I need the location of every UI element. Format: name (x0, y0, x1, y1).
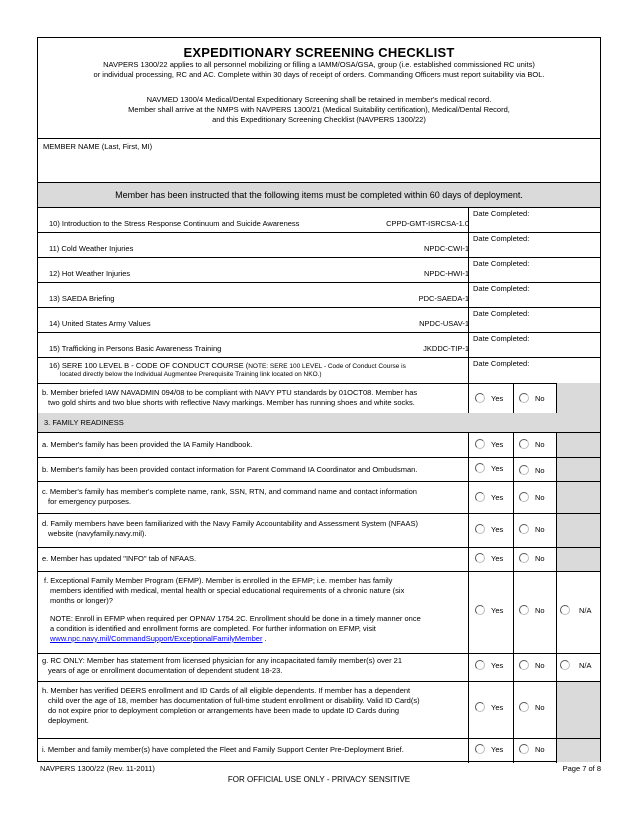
question-line: for emergency purposes. (48, 497, 131, 506)
question-d (42, 519, 468, 539)
question-f (42, 576, 468, 644)
question-line: f. Exceptional Family Member Program (EFMP). Member is enrolled in the EFMP; i.e. member has family (44, 576, 393, 585)
radio-circle-icon (475, 605, 485, 615)
yes-label: Yes (491, 393, 504, 403)
deployment-banner: Member has been instructed that the following items must be completed within 60 days of deployment. (38, 183, 600, 207)
radio-circle-icon (475, 492, 485, 502)
question-line: website (navyfamily.navy.mil). (48, 529, 147, 538)
column-divider (556, 383, 557, 413)
course-title: 10) Introduction to the Stress Response Continuum and Suicide Awareness (49, 219, 300, 228)
radio-circle-icon (519, 524, 529, 534)
intro-line-2: or individual processing, RC and AC. Complete within 30 days of receipt of orders. Commanding Officers must report suitability via BOL. (93, 70, 545, 79)
yes-radio[interactable] (475, 393, 503, 403)
radio-circle-icon (475, 702, 485, 712)
no-radio[interactable] (519, 744, 545, 754)
form-header (38, 38, 600, 139)
no-radio[interactable] (519, 702, 545, 712)
divider (38, 457, 600, 458)
shaded-cell (557, 482, 600, 513)
question-line: months or longer)? (50, 596, 113, 605)
no-label: No (535, 660, 545, 670)
yes-radio[interactable] (475, 524, 503, 534)
family-readiness-heading: 3. FAMILY READINESS (38, 413, 600, 432)
note-text: SERE 100 LEVEL - Code of Conduct Course is (269, 363, 406, 370)
no-label: No (535, 439, 545, 449)
course-code: PDC-SAEDA-1 (418, 294, 469, 303)
yes-radio[interactable] (475, 553, 503, 563)
question-line: deployment. (48, 716, 89, 725)
course-code: NPDC-USAV-1 (419, 319, 469, 328)
shaded-cell (557, 514, 600, 547)
no-label: No (535, 524, 545, 534)
yes-radio[interactable] (475, 605, 503, 615)
question-line: b. Member briefed IAW NAVADMIN 094/08 to be compliant with NAVY PTU standards by 01OCT08. Member has (42, 388, 418, 397)
date-completed-field[interactable]: Date Completed: (473, 234, 530, 243)
question-a: a. Member's family has been provided the IA Family Handbook. (42, 440, 253, 449)
date-completed-field[interactable]: Date Completed: (473, 259, 530, 268)
no-radio[interactable] (519, 553, 545, 563)
shaded-cell (557, 548, 600, 571)
na-label: N/A (579, 605, 592, 615)
radio-circle-icon (519, 393, 529, 403)
link-suffix: . (262, 634, 267, 643)
na-radio[interactable] (560, 605, 592, 615)
yes-radio[interactable] (475, 439, 503, 449)
divider (38, 571, 600, 572)
radio-circle-icon (519, 553, 529, 563)
course-title: 12) Hot Weather Injuries (49, 269, 131, 278)
radio-circle-icon (475, 660, 485, 670)
radio-circle-icon (475, 524, 485, 534)
radio-circle-icon (519, 492, 529, 502)
course-code: NPDC-HWI-1 (424, 269, 469, 278)
no-radio[interactable] (519, 439, 545, 449)
note-line (42, 634, 468, 644)
column-divider (468, 383, 469, 413)
privacy-notice: FOR OFFICIAL USE ONLY - PRIVACY SENSITIVE (227, 775, 411, 784)
radio-circle-icon (519, 702, 529, 712)
course-row (38, 232, 600, 257)
radio-circle-icon (519, 744, 529, 754)
radio-circle-icon (475, 439, 485, 449)
yes-label: Yes (491, 524, 504, 534)
question-line: two gold shirts and two blue shorts with reflective Navy markings. Member has running shoes and white socks. (48, 398, 415, 407)
date-completed-field[interactable]: Date Completed: (473, 284, 530, 293)
course-row (38, 307, 600, 332)
no-label: No (535, 465, 545, 475)
divider (38, 738, 600, 739)
radio-circle-icon (475, 463, 485, 473)
question-g (42, 656, 468, 676)
divider (38, 513, 600, 514)
radio-circle-icon (475, 393, 485, 403)
yes-label: Yes (491, 492, 504, 502)
intro-text (38, 60, 600, 80)
question-line: child over the age of 18, member has documentation of full-time student enrollment or disability. Valid ID Card(s) (48, 696, 420, 705)
course-row (38, 357, 600, 383)
date-completed-field[interactable]: Date Completed: (473, 309, 530, 318)
course-row (38, 282, 600, 307)
divider (38, 432, 600, 433)
navmed-line-1: NAVMED 1300/4 Medical/Dental Expeditionary Screening shall be retained in member's medical record. (146, 95, 492, 104)
course-16-line-2: located directly below the Individual Augmentee Prerequisite Training link located on NKO.) (60, 371, 322, 378)
question-line: do not expire prior to deployment completion or arrangements have been made to update ID Cards during (48, 706, 400, 715)
divider (38, 681, 600, 682)
date-completed-field[interactable]: Date Completed: (473, 334, 530, 343)
form-title: EXPEDITIONARY SCREENING CHECKLIST (183, 45, 455, 60)
no-label: No (535, 492, 545, 502)
date-completed-field[interactable]: Date Completed: (473, 209, 530, 218)
yes-radio[interactable] (475, 744, 503, 754)
question-line: members identified with medical, mental health or special educational requirements of a chronic nature (six (50, 586, 405, 595)
radio-circle-icon (519, 439, 529, 449)
course-16-note (248, 363, 406, 370)
no-label: No (535, 393, 545, 403)
navmed-line-2: Member shall arrive at the NMPS with NAVPERS 1300/21 (Medical Suitability certification), Medical/Dental Record, (128, 105, 510, 114)
navmed-text (38, 95, 600, 125)
yes-label: Yes (491, 439, 504, 449)
no-radio[interactable] (519, 492, 545, 502)
no-label: No (535, 744, 545, 754)
question-e: e. Member has updated "INFO" tab of NFAAS. (42, 554, 197, 563)
question-line: c. Member's family has member's complete name, rank, SSN, RTN, and command name and contact information (42, 487, 417, 496)
yes-label: Yes (491, 660, 504, 670)
question-line: years of age or enrollment documentation of dependent student 18-23. (48, 666, 283, 675)
checklist-form (37, 37, 601, 762)
no-label: No (535, 605, 545, 615)
column-divider (513, 383, 514, 413)
yes-radio[interactable] (475, 660, 503, 670)
na-radio[interactable] (560, 660, 592, 670)
course-16-main: 16) SERE 100 LEVEL B - CODE OF CONDUCT COURSE ( (49, 361, 249, 370)
divider (38, 383, 600, 384)
course-title: 13) SAEDA Briefing (49, 294, 115, 303)
question-i: i. Member and family member(s) have completed the Fleet and Family Support Center Pre-Deployment Brief. (42, 745, 404, 754)
shaded-cell (557, 433, 600, 457)
note-line: NOTE: Enroll in EFMP when required per OPNAV 1754.2C. Enrollment should be done in a timely manner once (50, 614, 421, 623)
divider (38, 138, 600, 139)
course-title: 11) Cold Weather Injuries (49, 244, 134, 253)
radio-circle-icon (560, 660, 570, 670)
course-code: JKDDC-TIP-1 (423, 344, 469, 353)
radio-circle-icon (475, 744, 485, 754)
divider (38, 481, 600, 482)
question-b: b. Member's family has been provided contact information for Parent Command IA Coordinator and Ombudsman. (42, 465, 418, 474)
question-h (42, 686, 468, 726)
no-radio[interactable] (519, 393, 545, 403)
date-completed-field[interactable]: Date Completed: (473, 359, 530, 368)
efmp-link[interactable]: www.npc.navy.mil/CommandSupport/ExceptionalFamilyMember (50, 634, 263, 643)
question-ptu (42, 388, 468, 408)
question-line: d. Family members have been familiarized with the Navy Family Accountability and Assessment System (NFAAS) (42, 519, 418, 528)
yes-label: Yes (491, 702, 504, 712)
divider (38, 547, 600, 548)
course-title: 15) Trafficking in Persons Basic Awareness Training (49, 344, 222, 353)
question-c (42, 487, 468, 507)
course-title (49, 361, 406, 370)
radio-circle-icon (519, 465, 529, 475)
member-name-label: MEMBER NAME (Last, First, MI) (43, 142, 153, 151)
yes-label: Yes (491, 553, 504, 563)
no-radio[interactable] (519, 465, 545, 475)
no-label: No (535, 702, 545, 712)
intro-line-1: NAVPERS 1300/22 applies to all personnel mobilizing or filling a IAMM/OSA/GSA, group (i.e. established commissioned RC units) (103, 60, 535, 69)
yes-label: Yes (491, 744, 504, 754)
note-line: a condition is identified and enrollment forms are completed. For further information on EFMP, visit (50, 624, 376, 633)
divider (38, 653, 600, 654)
yes-radio[interactable] (475, 492, 503, 502)
radio-circle-icon (560, 605, 570, 615)
shaded-cell (556, 383, 600, 413)
course-row (38, 207, 600, 232)
course-title: 14) United States Army Values (49, 319, 151, 328)
shaded-cell (557, 739, 600, 762)
course-code: CPPD-GMT-ISRCSA-1.0 (386, 219, 469, 228)
shaded-cell (557, 458, 600, 481)
question-line: g. RC ONLY: Member has statement from licensed physician for any incapacitated family member(s) over 21 (42, 656, 403, 665)
no-radio[interactable] (519, 605, 545, 615)
radio-circle-icon (475, 553, 485, 563)
question-line: h. Member has verified DEERS enrollment and ID Cards of all eligible dependents. If member has a dependent (42, 686, 411, 695)
na-label: N/A (579, 660, 592, 670)
radio-circle-icon (519, 660, 529, 670)
no-radio[interactable] (519, 660, 545, 670)
yes-radio[interactable] (475, 463, 503, 473)
no-radio[interactable] (519, 524, 545, 534)
note-label: NOTE: (248, 363, 270, 370)
yes-label: Yes (491, 463, 504, 473)
no-label: No (535, 553, 545, 563)
course-row (38, 257, 600, 282)
radio-circle-icon (519, 605, 529, 615)
page-number: Page 7 of 8 (562, 764, 601, 773)
course-row (38, 332, 600, 357)
yes-radio[interactable] (475, 702, 503, 712)
form-identifier: NAVPERS 1300/22 (Rev. 11-2011) (40, 764, 155, 773)
shaded-cell (557, 682, 600, 738)
yes-label: Yes (491, 605, 504, 615)
navmed-line-3: and this Expeditionary Screening Checklist (NAVPERS 1300/22) (212, 115, 426, 124)
course-code: NPDC-CWI-1 (424, 244, 469, 253)
